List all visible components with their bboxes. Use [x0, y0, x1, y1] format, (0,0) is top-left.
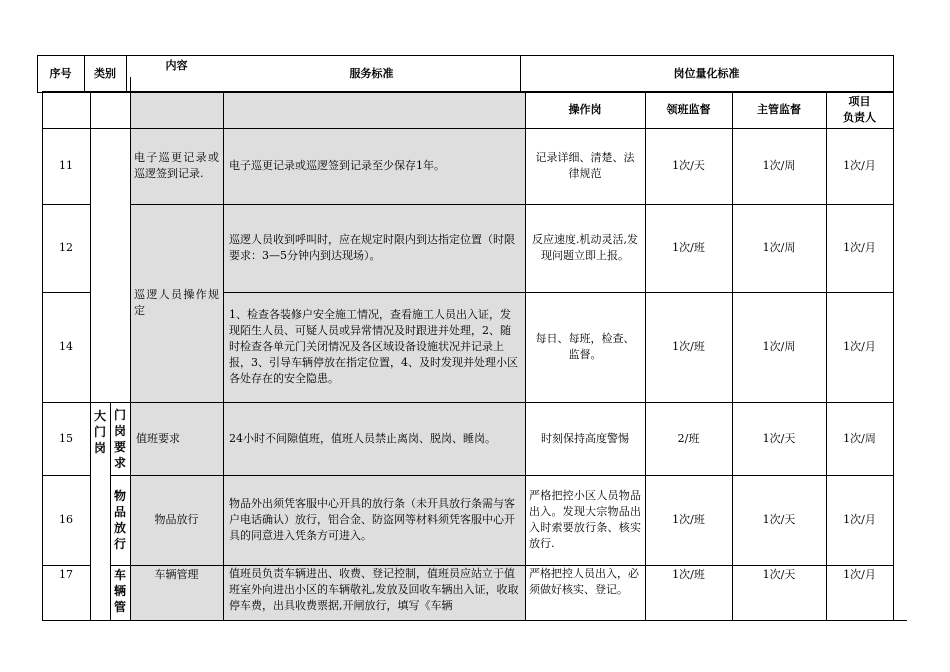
rule-475-a: [42, 475, 90, 476]
row-11-standard: 电子巡更记录或巡逻签到记录至少保存1年。: [229, 159, 445, 172]
vrule-732: [732, 92, 733, 620]
category-goods: 物 品 放 行: [113, 489, 126, 551]
border-header-right: [893, 55, 894, 92]
vrule-645: [645, 92, 646, 620]
header-shift-supervisor: 领班监督: [666, 103, 711, 116]
row-12-seq: 12: [59, 241, 73, 254]
row-15-chief: 1次/天: [762, 431, 796, 445]
row-14-standard: 1、检查各装修户安全施工情况，查看施工人员出入证，发现陌生人员、可疑人员或异常情况及时跟进并处理，2、随时检查各单元门关闭情况及各区域设备设施状况并记录上报，3、引导车辆停放在指定位置，4、及时发现并处理小区各处存在的安全隐患。: [229, 308, 518, 385]
row-12-owner: 1次/月: [843, 241, 876, 254]
header-blank-standard: [223, 92, 525, 128]
row-14-chief: 1次/周: [762, 340, 796, 353]
row-16-operator: 严格把控小区人员物品出入。发现大宗物品出入时索要放行条、核实放行.: [529, 489, 641, 550]
row-11-shift: 1次/天: [672, 159, 705, 172]
header-service-standard: 服务标准: [349, 66, 394, 80]
rule-128: [42, 128, 894, 129]
vrule-893: [893, 92, 894, 620]
border-header-seq-right: [84, 55, 85, 92]
row-12-chief: 1次/周: [762, 241, 796, 254]
rule-292-a: [42, 292, 90, 293]
row-16-content: 物品放行: [154, 513, 199, 526]
row-11-chief: 1次/周: [762, 159, 796, 172]
border-header-bottom: [42, 91, 894, 93]
border-header-left: [37, 55, 38, 92]
row-15-shift: 2/班: [677, 431, 700, 445]
vrule-223: [223, 92, 224, 620]
rule-565-a: [42, 565, 90, 566]
patrol-content: 巡逻人员操作规定: [134, 288, 219, 317]
header-blank-content: [130, 92, 223, 128]
rule-bottom: [42, 620, 907, 621]
vrule-130: [130, 77, 131, 620]
border-header-category-right: [126, 55, 127, 92]
row-16-seq: 16: [59, 513, 73, 526]
header-content: 内容: [165, 59, 188, 72]
row-17-owner: 1次/月: [843, 568, 876, 581]
category-vehicle: 车 辆 管: [113, 568, 126, 614]
row-15-operator: 时刻保持高度警惕: [541, 431, 629, 445]
row-15-content: 值班要求: [136, 431, 180, 445]
row-17-chief: 1次/天: [762, 568, 796, 581]
row-12-standard: 巡逻人员收到呼叫时，应在规定时限内到达指定位置（时限要求：3—5分钟内到达现场）。: [229, 233, 515, 262]
row-14-shift: 1次/班: [672, 340, 705, 353]
row-14-seq: 14: [59, 340, 73, 353]
row-17-content: 车辆管理: [154, 568, 199, 581]
row-11-owner: 1次/月: [843, 159, 876, 172]
vrule-525: [525, 92, 526, 620]
row-14-operator: 每日、每班，检查、监督。: [535, 332, 635, 361]
row-17-standard: 值班员负责车辆进出、收费、登记控制，值班员应站立于值班室外向进出小区的车辆敬礼,发放及回收车辆出入证，收取停车费，出具收费票据,开闸放行，填写《车辆: [229, 567, 519, 612]
row-11-operator: 记录详细、清楚、法律规范: [535, 151, 635, 180]
row-11-content: 电子巡更记录或巡逻签到记录.: [134, 151, 219, 180]
row-12-shift: 1次/班: [672, 241, 705, 254]
vrule-42: [42, 92, 43, 620]
border-top: [37, 55, 894, 56]
header-quant-standard: 岗位量化标准: [673, 66, 740, 80]
header-project-owner: 项目 负责人: [843, 95, 876, 124]
vrule-110: [110, 402, 111, 620]
row-16-chief: 1次/天: [762, 513, 796, 526]
vrule-826: [826, 92, 827, 620]
rule-292-b: [223, 292, 894, 293]
header-seq: 序号: [49, 66, 72, 80]
vrule-90: [90, 92, 91, 620]
row-15-seq: 15: [59, 431, 73, 445]
rule-402: [42, 402, 894, 403]
row-11-seq: 11: [59, 159, 73, 172]
rule-204-b: [130, 204, 894, 205]
rule-475-b: [110, 475, 894, 476]
row-16-owner: 1次/月: [843, 513, 876, 526]
row-17-seq: 17: [59, 568, 73, 581]
row-12-operator: 反应速度.机动灵活,发现问题立即上报。: [532, 233, 638, 262]
header-chief-supervisor: 主管监督: [757, 103, 801, 116]
row-16-standard: 物品外出须凭客服中心开具的放行条（未开具放行条需与客户电话确认）放行，铝合金、防盗网等材料须凭客服中心开具的同意进入凭条方可进入。: [229, 497, 515, 542]
header-category: 类别: [94, 66, 116, 80]
row-16-shift: 1次/班: [672, 513, 705, 526]
rule-565-b: [110, 565, 894, 566]
border-header-standard-right: [520, 55, 521, 92]
category-gate-post: 大 门 岗: [93, 409, 106, 455]
category-duty: 门 岗 要 求: [113, 407, 126, 470]
row-15-owner: 1次/周: [843, 431, 876, 445]
row-14-owner: 1次/月: [843, 340, 876, 353]
row-17-shift: 1次/班: [672, 568, 705, 581]
row-17-operator: 严格把控人员出入，必须做好核实、登记。: [529, 567, 639, 596]
rule-204-a: [42, 204, 90, 205]
header-operator: 操作岗: [568, 103, 602, 116]
row-15-standard: 24小时不间隙值班，值班人员禁止离岗、脱岗、睡岗。: [229, 431, 496, 445]
